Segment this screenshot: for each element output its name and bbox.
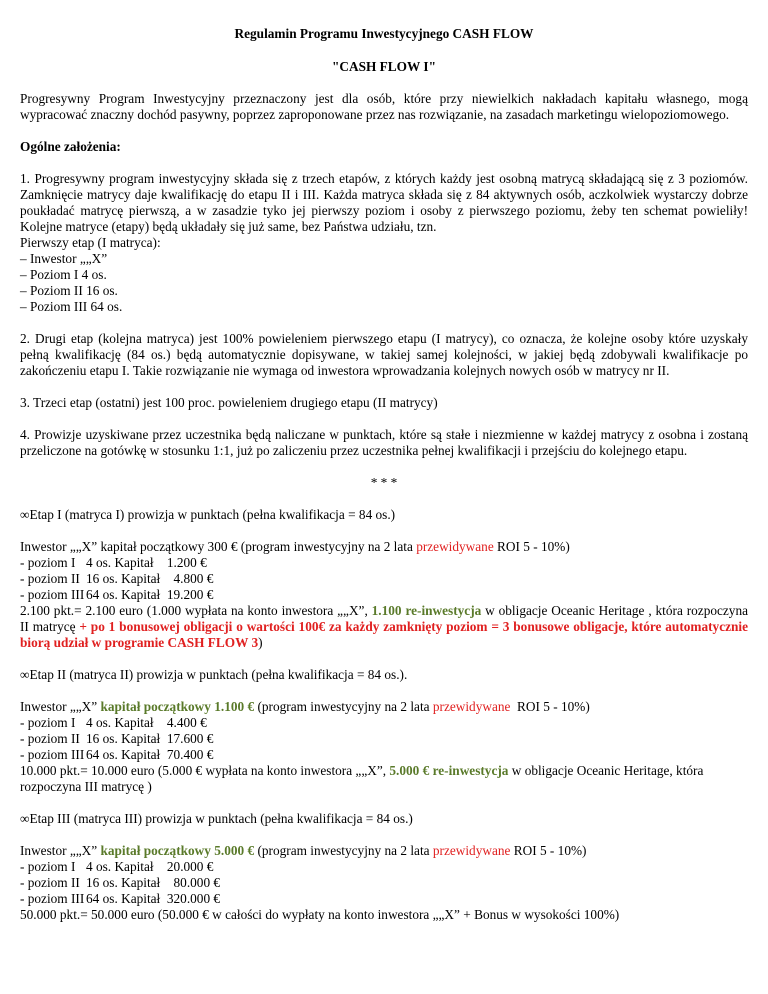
matrix-list-item: – Inwestor „„X”: [20, 251, 108, 266]
matrix-list-item: – Poziom III 64 os.: [20, 299, 123, 314]
stage-3-level-row: - poziom I 4 os. Kapitał 20.000 €: [20, 859, 214, 874]
section-separator: * * *: [370, 475, 398, 490]
stage-1-level-row: - poziom I 4 os. Kapitał 1.200 €: [20, 555, 207, 570]
stage-1-level-row: - poziom II 16 os. Kapitał 4.800 €: [20, 571, 214, 586]
paragraph-2: 2. Drugi etap (kolejna matryca) jest 100% powieleniem pierwszego etapu (I matrycy), co oznacza, że kolejne osoby które uzyskały pełną kwalifikację (84 os.) będą automatycznie dopisywane, w takiej samej kolejności, w jakiej będą zdobywali kwalifikacje po zakończeniu etapu I. Takie rozwiązanie nie wymaga od inwestora wprowadzania kolejnych nowych osób w matrycy nr II.: [20, 331, 748, 378]
stage-2-heading: ∞Etap II (matryca II) prowizja w punktach (pełna kwalifikacja = 84 os.).: [20, 667, 408, 682]
matrix-list-item: – Poziom II 16 os.: [20, 283, 118, 298]
stage-2-level-row: - poziom II 16 os. Kapitał 17.600 €: [20, 731, 214, 746]
stage-2-summary: 10.000 pkt.= 10.000 euro (5.000 € wypłata na konto inwestora „„X”, 5.000 € re-inwestycja w obligacje Oceanic Heritage, która rozpoczyna III matrycę ): [20, 763, 704, 794]
document-subtitle: "CASH FLOW I": [332, 59, 436, 74]
stage-3-level-row: - poziom III 64 os. Kapitał 320.000 €: [20, 891, 221, 906]
stage-1-investor-line: Inwestor „„X” kapitał początkowy 300 € (program inwestycyjny na 2 lata przewidywane ROI 5 - 10%): [20, 539, 570, 554]
matrix-list-item: – Poziom I 4 os.: [20, 267, 107, 282]
paragraph-1: 1. Progresywny program inwestycyjny składa się z trzech etapów, z których każdy jest osobną matrycą składającą się z 3 poziomów. Zamknięcie matrycy daje kwalifikację do etapu II i III. Każda matryca składa się z 84 aktywnych osób, aczkolwiek wystarczy dobrze poukładać matrycę pierwszą, a w zasadzie tyko jej pierwszy poziom i osoby z pierwszego poziomu, żeby ten schemat powieliły! Kolejne matryce (etapy) będą układały się już same, bez Państwa udziału, tzn.: [20, 171, 748, 234]
stage-2-investor-line: Inwestor „„X” kapitał początkowy 1.100 € (program inwestycyjny na 2 lata przewidywane ROI 5 - 10%): [20, 699, 590, 714]
stage-3-investor-line: Inwestor „„X” kapitał początkowy 5.000 € (program inwestycyjny na 2 lata przewidywane ROI 5 - 10%): [20, 843, 587, 858]
paragraph-4: 4. Prowizje uzyskiwane przez uczestnika będą naliczane w punktach, które są stałe i niezmienne w każdej matrycy z osobna i zostaną przeliczone na gotówkę w stosunku 1:1, już po zaliczeniu przez uczestnika pełnej kwalifikacji i przejściu do kolejnego etapu.: [20, 427, 748, 458]
stage-3-heading: ∞Etap III (matryca III) prowizja w punktach (pełna kwalifikacja = 84 os.): [20, 811, 413, 826]
stage-1-summary: 2.100 pkt.= 2.100 euro (1.000 wypłata na konto inwestora „„X”, 1.100 re-inwestycja w obligacje Oceanic Heritage , która rozpoczyna II matrycę + po 1 bonusowej obligacji o wartości 100€ za każdy zamknięty poziom = 3 bonusowe obligacje, które automatycznie biorą udział w programie CASH FLOW 3): [20, 603, 749, 650]
document-title: Regulamin Programu Inwestycyjnego CASH FLOW: [234, 26, 534, 41]
stage-1-level-row: - poziom III 64 os. Kapitał 19.200 €: [20, 587, 214, 602]
stage-1-heading: ∞Etap I (matryca I) prowizja w punktach (pełna kwalifikacja = 84 os.): [20, 507, 396, 522]
stage-2-level-row: - poziom I 4 os. Kapitał 4.400 €: [20, 715, 207, 730]
stage-3-summary: 50.000 pkt.= 50.000 euro (50.000 € w całości do wypłaty na konto inwestora „„X” + Bonus w wysokości 100%): [20, 907, 620, 922]
stage-3-level-row: - poziom II 16 os. Kapitał 80.000 €: [20, 875, 221, 890]
paragraph-3: 3. Trzeci etap (ostatni) jest 100 proc. powieleniem drugiego etapu (II matrycy): [20, 395, 438, 410]
general-heading: Ogólne założenia:: [20, 139, 121, 154]
intro-paragraph: Progresywny Program Inwestycyjny przeznaczony jest dla osób, które przy niewielkich nakładach kapitału własnego, mogą wypracować znaczny dochód pasywny, poprzez zaproponowane przez nas rozwiązanie, na zasadach marketingu wielopoziomowego.: [20, 91, 748, 122]
document-page: [20, 26, 748, 923]
paragraph-1-tail: Pierwszy etap (I matryca):: [20, 235, 161, 250]
stage-2-level-row: - poziom III 64 os. Kapitał 70.400 €: [20, 747, 214, 762]
